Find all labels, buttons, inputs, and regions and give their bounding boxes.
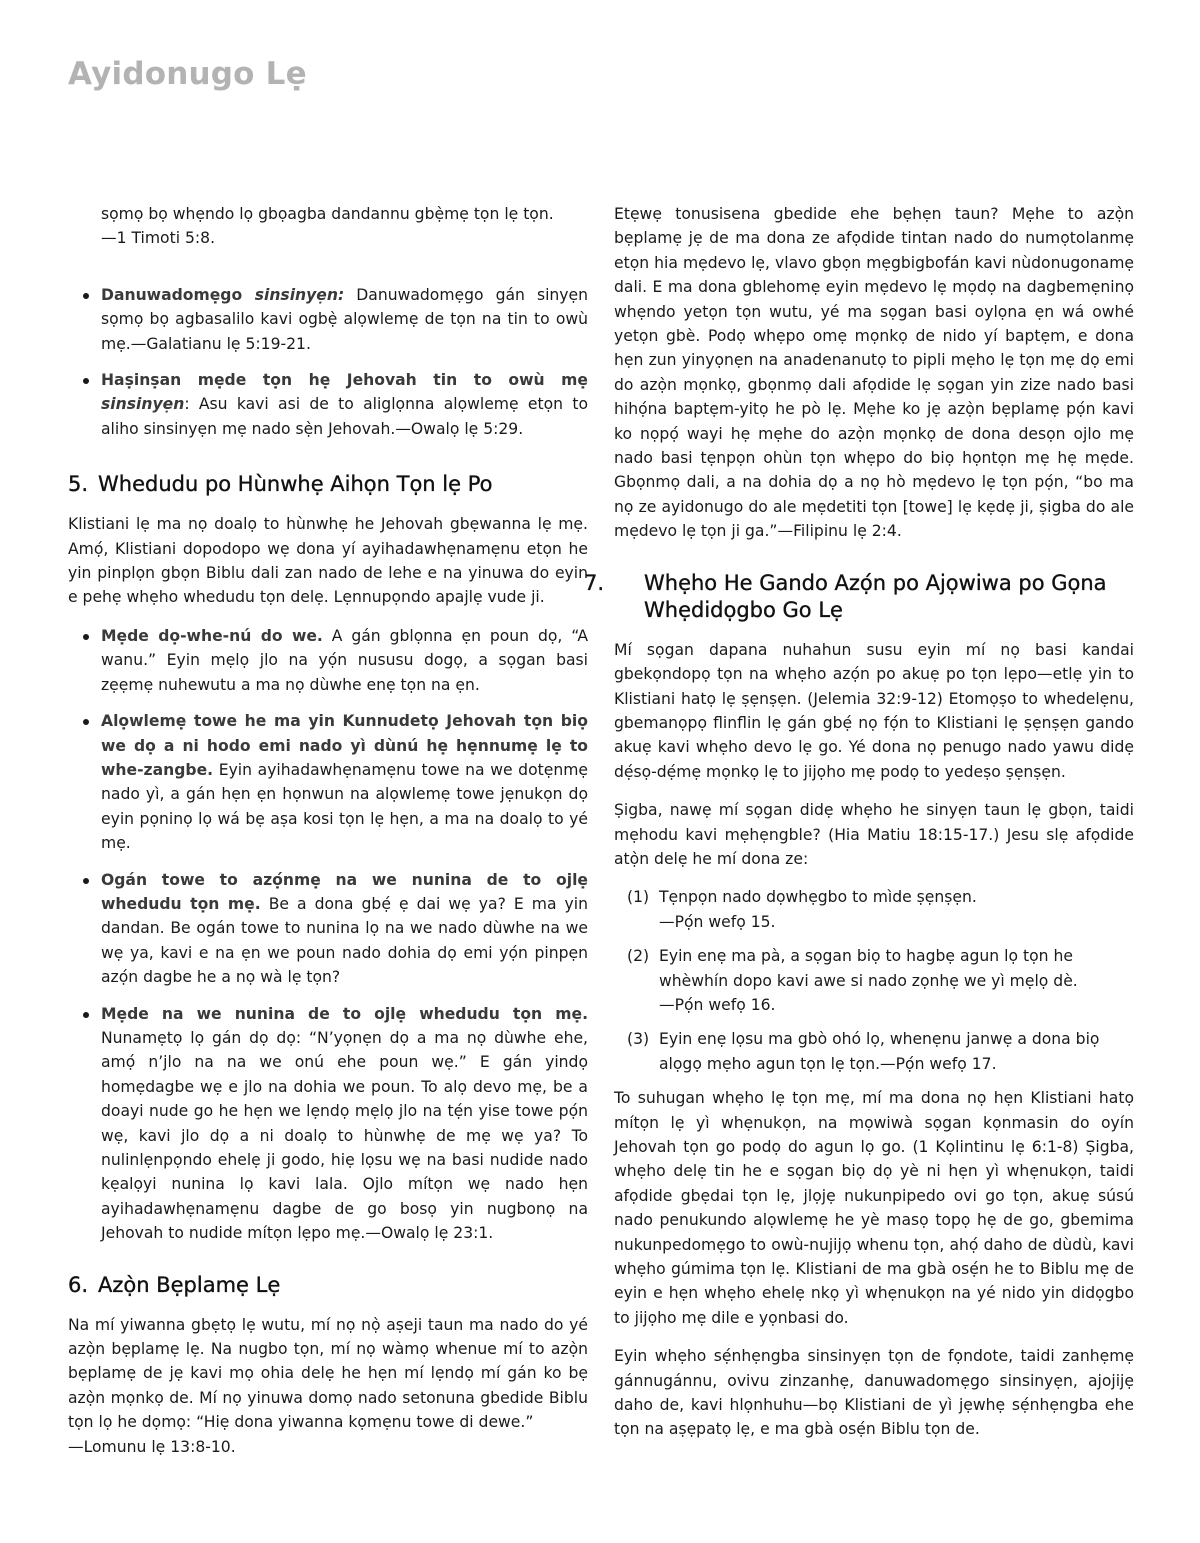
- list-item: [68, 624, 588, 697]
- step-marker: (2): [627, 947, 650, 966]
- section-7-para-2: Ṣigba, nawẹ mí sọgan didẹ whẹho he sinyẹn taun lẹ gbọn, taidi mẹhodu kavi mẹhẹngble? (Hia Matiu 18:15-17.) Jesu slẹ afọdide atọ̀n delẹ he mí dona ze:: [614, 801, 1134, 868]
- section-7-heading: [584, 570, 1134, 624]
- section-5-intro: Klistiani lẹ ma nọ doalọ to hùnwhẹ he Jehovah gbẹwanna lẹ mẹ. Amọ́, Klistiani dopodopo wẹ dona yí ayihadawhẹnamẹnu etọn he yin pinplọn gbọn Biblu dali zan nado de lehe e na yinuwa do eyin e pehẹ whẹho whedudu tọn delẹ. Lẹnnupọndo apajlẹ vude ji.: [68, 515, 588, 607]
- section-title-line-2: Whẹdidọgbo Go Lẹ: [644, 597, 843, 622]
- section-7-para-1: Mí sọgan dapana nuhahun susu eyin mí nọ basi kandai gbekọndopọ tọn na whẹho azọ́n po akuẹ po tọn lẹpo—etlẹ yin to Klistiani hatọ lẹ ṣẹnṣẹn. (Jelemia 32:9-12) Etomọṣo to whedelẹnu, gbemanọpọ flinflin lẹ gán gbẹ́ nọ fọ́n to Klistiani lẹ ṣẹnṣẹn gando akuẹ kavi whẹho devo lẹ go. Yé dona nọ penugo nado yawu didẹ dẹ́sọ-dẹ́mẹ mọnkọ lẹ to jijọho mẹ podọ to yedeṣo ṣẹnṣẹn.: [614, 640, 1134, 781]
- step-text: Tẹnpọn nado dọwhẹgbo to mìde ṣẹnṣẹn.: [659, 888, 977, 907]
- quote-text: sọmọ bọ whẹndo lọ gbọagba dandannu gbẹ̀mẹ tọn lẹ tọn.: [101, 205, 554, 223]
- section-7-para-4: Eyin whẹho sẹ́nhẹngba sinsinyẹn tọn de fọndote, taidi zanhẹmẹ gánnugánnu, ovivu zinzanhẹ, danuwadomẹgo sinsinyẹn, ajojijẹ daho de, kavi hlọnhuhu—bọ Klistiani de yì jẹwhẹ sẹ́nhẹngba ehe tọn na aṣẹpatọ lẹ, e ma gbà osẹ́n Biblu tọn de.: [614, 1347, 1134, 1439]
- section-6-body: Na mí yiwanna gbẹtọ lẹ wutu, mí nọ nọ̀ aṣeji taun ma nado do yé azọ̀n bẹplamẹ lẹ. Na nugbo tọn, mí nọ wàmọ whenue mí to azọ̀n bẹplamẹ de jẹ kavi mọ ohia delẹ he hẹn mí lẹndọ mí gán ko bẹ azọ̀n mọnkọ de. Mí nọ yinuwa domọ nado setonuna gbedide Biblu tọn lọ he dọmọ: “Hiẹ dona yiwanna kọmẹnu towe di dewe.”: [68, 1315, 588, 1432]
- list-item: [68, 368, 588, 441]
- right-column: [584, 202, 1134, 1442]
- step-text: Eyin enẹ ma pà, a sọgan biọ to hagbẹ agun lọ tọn he whèwhín dopo kavi awe si nado zọnhẹ we yì mẹlọ dè.: [659, 947, 1078, 990]
- list-item: [68, 1002, 588, 1246]
- section-5-heading: [68, 471, 588, 498]
- bullet-list-top: [68, 283, 588, 441]
- step-marker: (3): [627, 1030, 650, 1049]
- section-title: Whedudu po Hùnwhẹ Aihọn Tọn lẹ Po: [98, 472, 493, 497]
- bullet-text: Be a dona gbẹ́ ẹ dai wẹ ya? E ma yin dandan. Be ogán towe to nunina lọ na we nado dùwhe na we wẹ ya, kavi e na ẹn we poun nado dohia dọ emi yọ́n pinpẹn azọ́n dagbe he a nọ wà lẹ tọn?: [101, 894, 588, 987]
- list-item: [614, 885, 1134, 934]
- section-6-continued: Etẹwẹ tonusisena gbedide ehe bẹhẹn taun? Mẹhe to azọ̀n bẹplamẹ jẹ de ma dona ze afọdide tintan nado do numọtolanmẹ etọn hia mẹdevo lẹ, vlavo gbọn mẹgbigbofán kavi nùdonugonamẹ dali. E ma dona gblehomẹ eyin mẹdevo lẹ mọdọ na dagbemẹninọ whẹndo yetọn tọn wutu, yé ma sọgan basi oylọna ẹn wá owhé yetọn gbè. Podọ whẹpo omẹ mọnkọ de nido yí baptẹm, e dona hẹn zun yinyọnẹn na anadenanutọ to pipli mẹho lẹ tọn mẹ dọ emi do azọ̀n mọnkọ, gbọnmọ dali afọdide lẹ sọgan yin zize nado basi hihọ́na baptẹm-yitọ he pò lẹ. Mẹhe ko jẹ azọ̀n bẹplamẹ pọ́n kavi ko nọpọ́ wayi hẹ mẹhe do azọ̀n mọnkọ de dona desọn ojlo mẹ nado basi tẹnpọn ohùn tọn whẹpo do biọ họntọn mẹ hẹ mẹde. Gbọnmọ dali, a na dohia dọ a nọ hò mẹdevo lẹ tọn pọ́n, “bo ma nọ ze ayidonugo do ale mẹdetiti tọn [towe] lẹ kẹdẹ ji, ṣigba do ale mẹdevo lẹ tọn ji ga.”—Filipinu lẹ 2:4.: [614, 205, 1134, 541]
- section-6-reference: —Lomunu lẹ 13:8-10.: [68, 1437, 236, 1456]
- section-5-bullets: [68, 624, 588, 1246]
- step-reference: —Pọ́n wefọ 15.: [659, 912, 776, 931]
- list-item: [614, 944, 1134, 1017]
- quote-reference: —1 Timoti 5:8.: [101, 229, 216, 248]
- section-7-para-3: To suhugan whẹho lẹ tọn mẹ, mí ma dona nọ hẹn Klistiani hatọ mítọn lẹ yì whẹnukọn, na mọwiwà sọgan kọnmasin do oyín Jehovah tọn go podọ do agun lọ go. (1 Kọlintinu lẹ 6:1-8) Ṣigba, whẹho delẹ tin he e sọgan biọ dọ yè ni hẹn yì whẹnukọn, taidi afọdide gbẹdai tọn lẹ, jlọjẹ nukunpipedo ovi go tọn, akuẹ súsú nado penukundo alọwlemẹ he yè masọ topọ hẹ de go, gbemima nukunpedomẹgo to owù-nujijọ whenu tọn, ahọ́ daho de dùdù, kavi whẹho gúmima tọn lẹ. Klistiani de ma gbà osẹ́n he to Biblu mẹ de eyin e hẹn whẹho ehelẹ nkọ yì whẹnukọn na yé nido yin didọgbo to jijọho mẹ dile e yọnbasi do.: [614, 1089, 1134, 1327]
- section-number: 7.: [584, 570, 605, 595]
- running-head: Ayidonugo Lẹ: [68, 56, 307, 92]
- section-title: Azọ̀n Bẹplamẹ Lẹ: [98, 1272, 281, 1297]
- section-number: 6.: [68, 1272, 89, 1297]
- left-column: [68, 202, 588, 1459]
- bullet-lead: Ogán towe to azọ́nmẹ na we nunina de to ojlẹ whedudu tọn mẹ.: [101, 870, 588, 913]
- bullet-text: Danuwadomẹgo gán sinyẹn sọmọ bọ agbasalilo kavi ogbẹ̀ alọwlemẹ de tọn na tin to owù mẹ.—Galatianu lẹ 5:19-21.: [101, 285, 588, 353]
- bullet-lead-italic: sinsinyẹn: [101, 395, 185, 414]
- bullet-text: : Asu kavi asi de to aliglọnna alọwlemẹ etọn to aliho sinsinyẹn mẹ nado sẹ̀n Jehovah.—Owalọ lẹ 5:29.: [101, 395, 588, 438]
- section-6-heading: [68, 1272, 588, 1299]
- bullet-lead: Mẹde na we nunina de to ojlẹ whedudu tọn mẹ.: [101, 1004, 588, 1023]
- step-reference: —Pọ́n wefọ 16.: [659, 995, 776, 1014]
- bullet-lead: Alọwlemẹ towe he ma yin Kunnudetọ Jehovah tọn biọ we dọ a ni hodo emi nado yì dùnú hẹ hẹnnumẹ lẹ to whe-zangbe.: [101, 712, 588, 779]
- bullet-text: A gán gblọnna ẹn poun dọ, “A wanu.” Eyin mẹlọ jlo na yọ́n nususu dogọ, a sọgan basi zẹẹmẹ nuhewutu a ma nọ dùwhe enẹ tọn na ẹn.: [101, 626, 588, 694]
- bullet-text: Nunamẹtọ lọ gán dọ dọ: “N’yọnẹn dọ a ma nọ dùwhe ehe, amọ́ n’jlo na na we onú ehe poun wẹ.” E gán yindọ homẹdagbe wẹ e jlo na dohia we poun. To alọ devo mẹ, be a doayi nude go he hẹn we lẹndọ mẹlọ jlo na tẹ́n yise towe pọ́n wẹ, kavi jlo dọ a ni doalọ to hùnwhẹ de mẹ wẹ ya? To nulinlẹnpọndo ehelẹ ji godo, hiẹ lọsu wẹ na basi nudide nado kẹalọyi nunina lọ kavi lala. Ojlo mítọn wẹ nado hẹn ayihadawhẹnamẹnu dagbe de go bosọ yin nugbonọ na Jehovah to nudide mítọn lẹpo mẹ.—Owalọ lẹ 23:1.: [101, 1028, 588, 1243]
- steps-list: [614, 885, 1134, 1076]
- section-number: 5.: [68, 472, 89, 497]
- list-item: [68, 868, 588, 990]
- section-title-line-1: Whẹho He Gando Azọ́n po Ajọwiwa po Gọna: [644, 570, 1107, 595]
- bullet-lead: Mẹde dọ-whe-nú do we.: [101, 626, 323, 645]
- step-marker: (1): [627, 888, 650, 907]
- bullet-lead: Danuwadomẹgo: [101, 285, 255, 304]
- list-item: [614, 1027, 1134, 1076]
- list-item: [68, 709, 588, 855]
- bullet-lead: Haṣinṣan mẹde tọn hẹ Jehovah tin to owù mẹ: [101, 371, 588, 390]
- bullet-lead-italic: sinsinyẹn:: [254, 285, 345, 304]
- continued-scripture-quote: [68, 202, 588, 251]
- step-text: Eyin enẹ lọsu ma gbò ohó lọ, whenẹnu janwẹ a dona biọ alọgọ mẹho agun tọn lẹ tọn.—Pọ́n wefọ 17.: [659, 1030, 1100, 1073]
- list-item: [68, 283, 588, 356]
- bullet-text: Eyin ayihadawhẹnamẹnu towe na we dotẹnmẹ nado yì, a gán hẹn ẹn họnwun na alọwlemẹ towe jẹnukọn dọ eyin pọninọ lọ wá bẹ aṣa kosi tọn lẹ hẹn, a ma na doalọ to yé mẹ.: [101, 760, 588, 853]
